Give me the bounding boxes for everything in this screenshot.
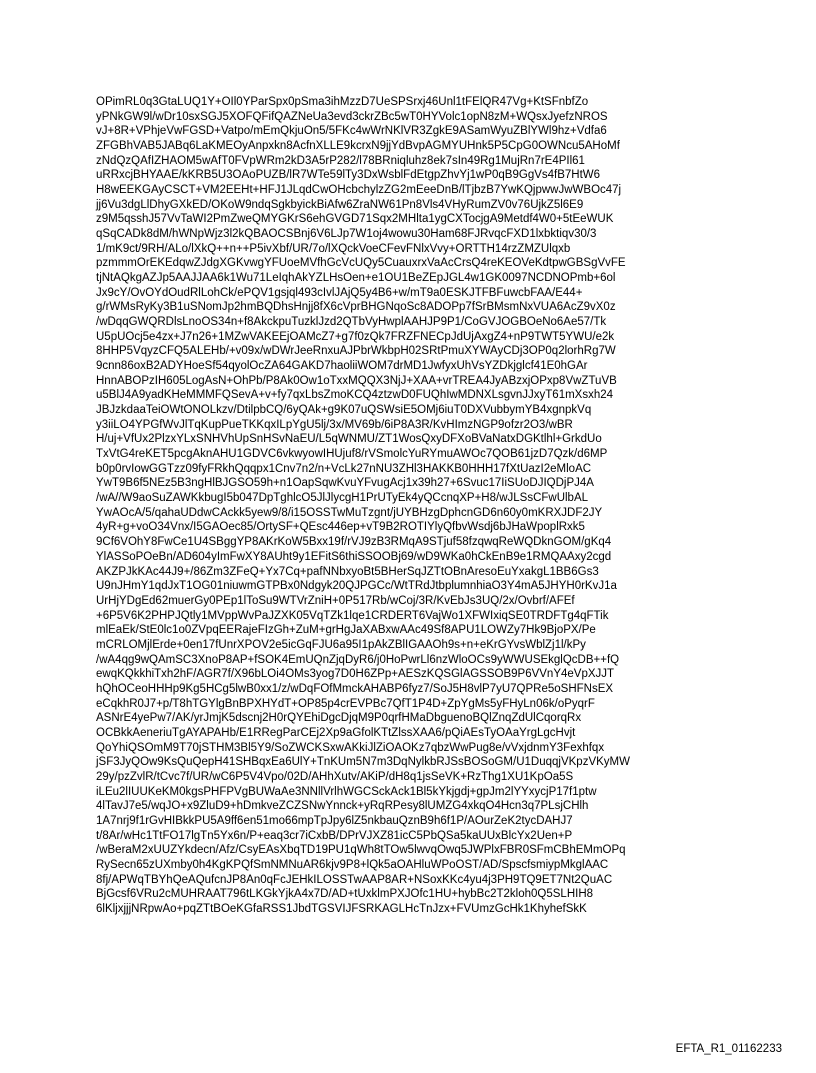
text-line: UrHjYDgEd62muerGy0PEp1lToSu9WTVrZniH+0P517Rb/wCoj/3R/KvEbJs3UQ/2x/Ovbrf/AFEf xyxy=(96,594,575,607)
text-line: 29y/pzZvlR/tCvc7f/UR/wC6P5V4Vpo/02D/AHhXutv/AKiP/dH8q1jsSeVK+RzThg1XU1KpOa5S xyxy=(96,770,574,783)
text-line: u5BlJ4A9yadKHeMMMFQSevA+v+fy7qxLbsZmoKCQ4ztzwD0FUQhIwMDNXLsgvnJJxyT61mXsxh24 xyxy=(96,389,614,402)
text-line: 9Cf6VOhY8FwCe1U4SBggYP8AKrKoW5Bxx19f/rVJ9zB3RMqA9STjuf58fzqwqReWQDknGOM/gKq4 xyxy=(96,536,612,549)
text-line: t/8Ar/wHc1TtFO17lgTn5Yx6n/P+eaq3cr7iCxbB/DPrVJXZ81icC5PbQSa5kaUUxBlcYx2Uen+P xyxy=(96,829,573,842)
text-line: /wDqqGWQRDlsLnoOS34n+f8AkckpuTuzklJzd2QTbVyHwplAAHJP9P1/CoGVJOGBOeNo6Ae57/Tk xyxy=(96,316,607,329)
text-line: U9nJHmY1qdJxT1OG01niuwmGTPBx0Ndgyk20QJPGCc/WtTRdJtbplumnhiaO3Y4mA5JHYH0rKvJ1a xyxy=(96,580,617,593)
text-line: 6lKljxjjjNRpwAo+pqZTtBOeKGfaRSS1JbdTGSVIJFSRKAGLHcTnJzx+FVUmzGcHk1KhyhefSkK xyxy=(96,902,587,915)
text-line: yPNkGW9l/wDr10sxSGJ5XOFQFifQAZNeUa3evd3ckrZBc5wT0HYVolc1opN8zM+WQsxJyefzNROS xyxy=(96,110,608,123)
text-line: AKZPJkKAc44J9+/86Zm3ZFeQ+Yx7Cq+pafNNbxyoBt5BHerSqJZTtOBnAresoEuYxakgL1BB6Gs3 xyxy=(96,565,599,578)
text-line: OCBkkAeneriuTgAYAPAHb/E1RRegParCEj2Xp9aGfolKTtZlssXAA6/pQiAEsTyOAaYrgLgcHvjt xyxy=(96,726,576,739)
text-line: HnnABOPzIH605LogAsN+OhPb/P8Ak0Ow1oTxxMQQX3NjJ+XAA+vrTREA4JyABzxjOPxp8VwZTuVB xyxy=(96,374,617,387)
text-line: jSF3JyQOw9KsQuQepH41SHBqxEa6UlY+TnKUm5N7m3DqNylkbRJSsBOSoGM/U1DuqqjVKpzVKyMW xyxy=(96,756,630,769)
text-line: 4lTavJ7e5/wqJO+x9ZluD9+hDmkveZCZSNwYnnck+yRqRPesy8lUMZG4xkqO4Hcn3q7PLsjCHlh xyxy=(96,800,589,813)
text-line: jj6Vu3dgLlDhyGXkED/OKoW9ndqSgkbyickBiAfw6ZraNW61Pn8Vls4VHyRumZV0v76UjkZ5l6E9 xyxy=(96,198,584,211)
text-line: mCRLOMjlErde+0en17fUnrXPOV2e5icGqFJU6a95I1pAkZBlIGAAOh9s+n+eKrGYvsWblZj1l/kPy xyxy=(96,638,586,651)
text-line: BjGcsf6VRu2cMUHRAAT796tLKGkYjkA4x7D/AD+tUxklmPXJOfc1HU+hybBc2T2kloh0Q5SLHIH8 xyxy=(96,888,594,901)
text-line: YwAOcA/5/qahaUDdwCAckk5yew9/8/i15OSSTwMuTzgnt/jUYBHzgDphcnGD6n60y0mKRXJDF2JY xyxy=(96,506,603,519)
text-line: y3iiLO4YPGfWvJlTqKupPueTKKqxILpYgU5lj/3x/MV69b/6iP8A3R/KvHImzNGP9ofzr2O3/wBR xyxy=(96,418,573,431)
text-line: z9M5qsshJ57VvTaWI2PmZweQMYGKrS6ehGVGD71Sqx2MHlta1ygCXTocjgA9Metdf4W0+5tEeWUK xyxy=(96,213,614,226)
text-line: ASNrE4yePw7/AK/yrJmjK5dscnj2H0rQYEhiDgcDjqM9P0qrfHMaDbguenoBQlZnqZdUlCqorqRx xyxy=(96,712,582,725)
text-line: +6P5V6K2PHPJQtly1MVppWvPaJZXK05VqTZk1lqe1CRDERT6VajWo1XFWIxiqSE0TRDFTg4qFTik xyxy=(96,609,609,622)
text-line: 1/mK9ct/9RH/ALo/lXkQ++n++P5ivXbf/UR/7o/lXQckVoeCFevFNlxVvy+ORTTH14rzZMZUlqxb xyxy=(96,242,571,255)
text-line: 4yR+g+voO34Vnx/I5GAOec85/OrtySF+QEsc446ep+vT9B2ROTIYlyQfbvWsdj6bJHaWpoplRxk5 xyxy=(96,521,585,534)
text-line: vJ+8R+VPhjeVwFGSD+Vatpo/mEmQkjuOn5/5FKc4wWrNKlVR3ZgkE9ASamWyuZBlYWl9hz+Vdfa6 xyxy=(96,125,607,138)
text-line: 9cnn86oxB2ADYHoeSf54qyolOcZA64GAKD7haoliiWOM7drMD1JwfyxUhVsYZDkjglcf41E0hGAr xyxy=(96,360,588,373)
text-line: OPimRL0q3GtaLUQ1Y+OIl0YParSpx0pSma3ihMzzD7UeSPSrxj46Unl1tFElQR47Vg+KtSFnbfZo xyxy=(96,96,589,108)
text-line: YwT9B6f5NEz5B3ngHlBJGSO59h+n1OapSqwKvuYFvugAcj1x39h27+6Svuc17IiSUoDJIQDjPJ4A xyxy=(96,477,594,490)
text-line: H8wEEKGAyCSCT+VM2EEHt+HFJ1JLqdCwOHcbchylzZG2mEeeDnB/lTjbzB7YwKQjpwwJwWBOc47j xyxy=(96,184,622,197)
text-line: ZFGBhVAB5JABq6LaKMEOyAnpxkn8AcfnXLLE9kcrxN9jjYdBvpAGMYUHnk5P5CpG0OWNcu5AHoMf xyxy=(96,140,620,153)
text-line: zNdQzQAfIZHAOM5wAfT0FVpWRm2kD3A5rP282/l78BRniqluhz8ek7sIn49Rg1MujRn7rE4PIl61 xyxy=(96,154,585,167)
text-line: H/uj+VfUx2PlzxYLxSNHVhUpSnHSvNaEU/L5qWNMU/ZT1WosQxyDFXoBVaNatxDGKtlhl+GrkdUo xyxy=(96,433,602,446)
text-line: g/rWMsRyKy3B1uSNomJp2hmBQDhsHnjj8fX6cVprBHGNqoSc8ADOPp7fSrBMsmNxVUA6AcZ9vX0z xyxy=(96,301,616,314)
text-line: eCqkhR0J7+p/T8hTGYlgBnBPXHYdT+OP85p4crEVPBc7QfT1P4D+ZpYgMs5yFHyLn06k/oPyqrF xyxy=(96,697,595,710)
text-line: YlASSoPOeBn/AD604yImFwXY8AUht9y1EFitS6thiSSOOBj69/wD9WKa0hCkEnB9e1RMQAAxy2cgd xyxy=(96,550,612,563)
text-line: 1A7nrj9f1rGvHIBkkPU5A9ff6en51mo66mpTpJpy6lZ5nkbauQznB9h6f1P/AOurZeK2tycDAHJ7 xyxy=(96,814,573,827)
text-line: qSqCADk8dM/hWNpWjz3l2kQBAOCSBnj6V6LJp7W1oj4wowu30Ham68FJRvqcFXD1lxbktiqv30/3 xyxy=(96,228,597,241)
text-line: QoYhiQSOmM9T70jSTHM3Bl5Y9/SoZWCKSxwAKkiJlZiOAOKz7qbzWwPug8e/vVxjdnmY3Fexhfqx xyxy=(96,741,605,754)
text-line: iLEu2lIUUKeKM0kgsPHFPVgBUWaAe3NNllVrlhWGCSckAck1Bl5kYkjgdj+gpJm2lYYxycjP17f1ptw xyxy=(96,785,597,798)
text-line: pzmmmOrEKEdqwZJdgXGKvwgYFUoeMVfhGcVcUQy5CuauxrxVaAcCrsQ4reKEOVeKdtpwGBSgVvFE xyxy=(96,257,626,270)
text-line: Jx9cY/OvOYdOudRlLohCk/ePQV1gsjql493cIvlJAjQ5y4B6+w/mT9a0ESKJTFBFuwcbFAA/E44+ xyxy=(96,286,583,299)
text-line: ewqKQkkhiTxh2hF/AGR7f/X96bLOi4OMs3yog7D0H6ZPp+AESzKQSGlAGSSOB9P6VVnY4eVpXJJT xyxy=(96,668,615,681)
text-line: 8HHP5VqyzCFQ5ALEHb/+v09x/wDWrJeeRnxuAJPbrWkbpH02SRtPmuXYWAyCDj3OP0q2lorhRg7W xyxy=(96,345,616,358)
text-line: /wA//W9aoSuZAWKkbugI5b047DpTghlcO5JlJlycgH1PrUTyEk4yQCcnqXP+H8/wJLSsCFwUlbAL xyxy=(96,492,589,505)
document-id: EFTA_R1_01162233 xyxy=(675,1043,782,1055)
text-line: tjNtAQkgAZJp5AAJJAA6k1Wu71LeIqhAkYZLHsOen+e1OU1BeZEpJGL4w1GK0097NCDNOPmb+6ol xyxy=(96,272,616,285)
document-body xyxy=(96,95,736,917)
text-line: /wBeraM2xUUZYkdecn/Afz/CsyEAsXbqTD19PU1qWh8tTOw5lwvqOwq5JWPlxFBR0SFmCBhEMmOPq xyxy=(96,844,626,857)
text-line: 8fj/APWqTBYhQeAQufcnJP8An0qFcJEHkILOSSTwAAP8AR+NSoxKKc4yu4j3PH9TQ9ET7Nt2QuAC xyxy=(96,873,613,886)
text-line: TxVtG4reKET5pcgAknAHU1GDVC6vkwyowIHUjuf8/rVSmolcYuRYmuAWOc7QOB61jzD7Qzk/d6MP xyxy=(96,448,608,461)
text-line: uRRxcjBHYAAE/kKRB5U3OAoPUZB/lR7WTe59lTy3DxWsblFdEtgpZhvYj1wP0qB9GgVs4fB7HtW6 xyxy=(96,169,601,182)
text-line: hQhOCeoHHHp9Kg5HCg5lwB0xx1/z/wDqFOfMmckAHABP6fyz7/SoJ5H8vlP7yU7QPRe5oSHFNsEX xyxy=(96,682,614,695)
text-line: JBJzkdaaTeiOWtONOLkzv/DtilpbCQ/6yQAk+g9K07uQSWsiE5OMj6iuT0DXVubbymYB4xgnpkVq xyxy=(96,404,592,417)
text-line: b0p0rvIowGGTzz09fyFRkhQqqpx1Cnv7n2/n+VcLk27nNU3ZHl3HAKKB0HHH17fXtUazI2eMloAC xyxy=(96,462,592,475)
text-line: mlEaEk/StE0lc1o0ZVpqEERajeFIzGh+ZuM+grHgJaXABxwAAc49Sf8APU1LOWZy7Hk9BjoPX/Pe xyxy=(96,624,596,637)
text-line: /wA4qg9wQAmSC3XnoP8AP+fSOK4EmUQnZjqDyR6/j0HoPwrLl6nzWloOCs9yWWUSEkglQcDB++fQ xyxy=(96,653,620,666)
text-line: U5pUOcj5e4zx+J7n26+1MZwVAKEEjOAMcZ7+g7f0zQk7FRZFNECpJdUjAxgZ4+nP9TWT5YWU/e2k xyxy=(96,330,615,343)
text-line: RySecn65zUXmby0h4KgKPQfSmNMNuAR6kjv9P8+lQk5aOAHluWPoOST/AD/SpscfsmiypMkglAAC xyxy=(96,858,609,871)
